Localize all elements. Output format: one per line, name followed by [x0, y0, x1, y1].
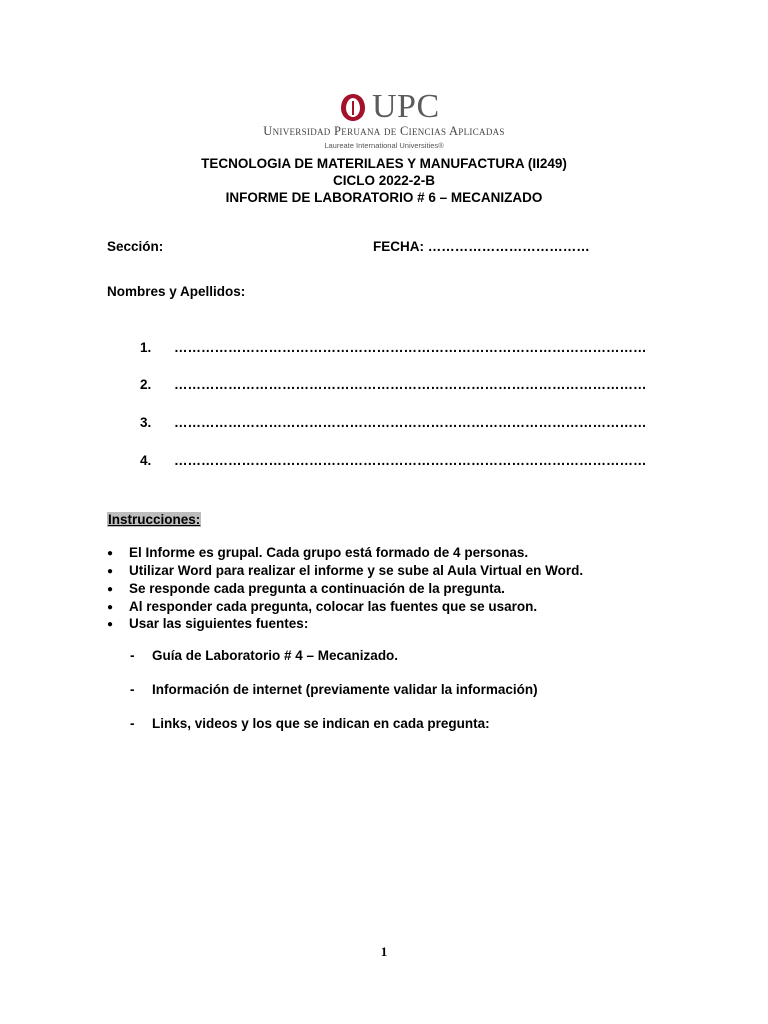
source-item — [130, 716, 490, 731]
entry-dots: …………………………………………………………………………………………… — [174, 415, 647, 430]
bullet-icon: ● — [107, 619, 114, 630]
source-text: Guía de Laboratorio # 4 – Mecanizado. — [152, 648, 399, 663]
logo-brand-text: UPC — [372, 88, 440, 125]
date-label: FECHA: ……………………………… — [373, 239, 590, 254]
names-label: Nombres y Apellidos: — [107, 284, 246, 299]
source-text: Links, videos y los que se indican en cada pregunta: — [152, 716, 490, 731]
entry-number: 1. — [140, 340, 152, 355]
dash-marker: - — [130, 682, 135, 697]
entry-number: 3. — [140, 415, 152, 430]
bullet-icon: ● — [107, 566, 114, 577]
cycle-title: CICLO 2022-2-B — [332, 173, 436, 188]
bullet-icon: ● — [107, 602, 114, 613]
logo-network-text: Laureate International Universities® — [324, 141, 444, 150]
course-title: TECNOLOGIA DE MATERILAES Y MANUFACTURA (II249) — [201, 156, 567, 171]
bullet-icon: ● — [107, 548, 114, 559]
instructions-heading: Instrucciones: — [108, 512, 201, 527]
upc-emblem-icon — [339, 93, 367, 122]
instruction-bullet — [107, 563, 583, 578]
instruction-text: Al responder cada pregunta, colocar las fuentes que se usaron. — [129, 599, 538, 614]
source-text: Información de internet (previamente validar la información) — [152, 682, 538, 697]
instruction-text: Utilizar Word para realizar el informe y se sube al Aula Virtual en Word. — [129, 563, 584, 578]
instruction-text: El Informe es grupal. Cada grupo está formado de 4 personas. — [129, 545, 529, 560]
instruction-bullet — [107, 581, 505, 596]
bullet-icon: ● — [107, 584, 114, 595]
instruction-bullet — [107, 599, 537, 614]
instruction-text: Se responde cada pregunta a continuación de la pregunta. — [129, 581, 505, 596]
name-entry-line — [140, 377, 647, 392]
entry-dots: …………………………………………………………………………………………… — [174, 453, 647, 468]
upc-logo — [262, 90, 506, 154]
source-item — [130, 648, 398, 663]
page-number: 1 — [380, 944, 388, 959]
name-entry-line — [140, 415, 647, 430]
entry-dots: …………………………………………………………………………………………… — [174, 340, 647, 355]
report-title: INFORME DE LABORATORIO # 6 – MECANIZADO — [225, 190, 543, 205]
name-entry-line — [140, 453, 647, 468]
logo-university-name: Universidad Peruana de Ciencias Aplicadas — [263, 124, 505, 138]
dash-marker: - — [130, 648, 135, 663]
name-entry-line — [140, 340, 647, 355]
entry-number: 2. — [140, 377, 152, 392]
source-item — [130, 682, 538, 697]
entry-dots: …………………………………………………………………………………………… — [174, 377, 647, 392]
instruction-text: Usar las siguientes fuentes: — [129, 616, 309, 631]
dash-marker: - — [130, 716, 135, 731]
instruction-bullet — [107, 545, 528, 560]
entry-number: 4. — [140, 453, 152, 468]
section-label: Sección: — [107, 239, 164, 254]
instruction-bullet — [107, 616, 308, 631]
